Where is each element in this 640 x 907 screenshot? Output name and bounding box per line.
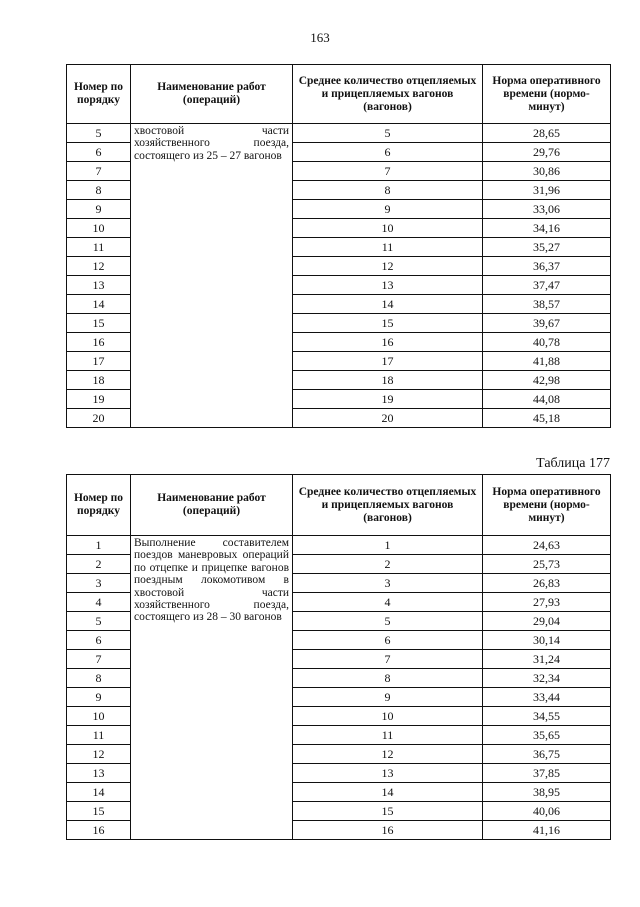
header-norm: Норма оперативного времени (нормо-минут) [483, 65, 611, 124]
norm-time-cell: 25,73 [483, 555, 611, 574]
avg-wagons-cell: 3 [293, 574, 483, 593]
avg-wagons-cell: 11 [293, 238, 483, 257]
avg-wagons-cell: 10 [293, 707, 483, 726]
avg-wagons-cell: 8 [293, 669, 483, 688]
table-header-row [67, 475, 611, 536]
norm-time-cell: 39,67 [483, 314, 611, 333]
row-number: 5 [67, 124, 131, 143]
norm-time-cell: 34,16 [483, 219, 611, 238]
norm-time-cell: 37,47 [483, 276, 611, 295]
norm-time-cell: 29,76 [483, 143, 611, 162]
norm-time-cell: 44,08 [483, 390, 611, 409]
norm-time-cell: 38,95 [483, 783, 611, 802]
avg-wagons-cell: 14 [293, 783, 483, 802]
operation-description: хвостовой части хозяйственного поезда, состоящего из 25 – 27 вагонов [131, 124, 293, 428]
header-norm: Норма оперативного времени (нормо-минут) [483, 475, 611, 536]
row-number: 15 [67, 802, 131, 821]
norm-table-continued [66, 64, 611, 428]
norm-time-cell: 29,04 [483, 612, 611, 631]
row-number: 6 [67, 143, 131, 162]
avg-wagons-cell: 12 [293, 745, 483, 764]
avg-wagons-cell: 2 [293, 555, 483, 574]
row-number: 16 [67, 333, 131, 352]
row-number: 18 [67, 371, 131, 390]
table-body [67, 536, 611, 840]
norm-time-cell: 31,24 [483, 650, 611, 669]
norm-time-cell: 28,65 [483, 124, 611, 143]
row-number: 19 [67, 390, 131, 409]
row-number: 9 [67, 688, 131, 707]
norm-time-cell: 45,18 [483, 409, 611, 428]
avg-wagons-cell: 9 [293, 688, 483, 707]
norm-time-cell: 33,44 [483, 688, 611, 707]
table-body [67, 124, 611, 428]
norm-time-cell: 37,85 [483, 764, 611, 783]
header-num: Номер по порядку [67, 475, 131, 536]
row-number: 4 [67, 593, 131, 612]
row-number: 11 [67, 238, 131, 257]
row-number: 16 [67, 821, 131, 840]
avg-wagons-cell: 5 [293, 124, 483, 143]
header-avg-wagons: Среднее количество отцепляемых и прицепляемых вагонов (вагонов) [293, 65, 483, 124]
norm-time-cell: 36,37 [483, 257, 611, 276]
header-operation: Наименование работ (операций) [131, 65, 293, 124]
norm-time-cell: 30,14 [483, 631, 611, 650]
row-number: 12 [67, 257, 131, 276]
avg-wagons-cell: 10 [293, 219, 483, 238]
row-number: 6 [67, 631, 131, 650]
row-number: 3 [67, 574, 131, 593]
avg-wagons-cell: 16 [293, 821, 483, 840]
avg-wagons-cell: 7 [293, 650, 483, 669]
row-number: 10 [67, 707, 131, 726]
avg-wagons-cell: 1 [293, 536, 483, 555]
norm-time-cell: 41,88 [483, 352, 611, 371]
norm-time-cell: 32,34 [483, 669, 611, 688]
header-operation: Наименование работ (операций) [131, 475, 293, 536]
row-number: 15 [67, 314, 131, 333]
norm-time-cell: 41,16 [483, 821, 611, 840]
norm-time-cell: 40,06 [483, 802, 611, 821]
avg-wagons-cell: 16 [293, 333, 483, 352]
avg-wagons-cell: 11 [293, 726, 483, 745]
avg-wagons-cell: 5 [293, 612, 483, 631]
page-number: 163 [310, 30, 330, 45]
norm-time-cell: 27,93 [483, 593, 611, 612]
norm-time-cell: 34,55 [483, 707, 611, 726]
norm-time-cell: 36,75 [483, 745, 611, 764]
avg-wagons-cell: 18 [293, 371, 483, 390]
avg-wagons-cell: 7 [293, 162, 483, 181]
norm-time-cell: 38,57 [483, 295, 611, 314]
norm-time-cell: 30,86 [483, 162, 611, 181]
norm-time-cell: 42,98 [483, 371, 611, 390]
avg-wagons-cell: 8 [293, 181, 483, 200]
norm-time-cell: 35,65 [483, 726, 611, 745]
avg-wagons-cell: 12 [293, 257, 483, 276]
row-number: 9 [67, 200, 131, 219]
row-number: 1 [67, 536, 131, 555]
row-number: 12 [67, 745, 131, 764]
table-header-row [67, 65, 611, 124]
norm-time-cell: 35,27 [483, 238, 611, 257]
header-avg-wagons: Среднее количество отцепляемых и прицепляемых вагонов (вагонов) [293, 475, 483, 536]
norm-time-cell: 33,06 [483, 200, 611, 219]
row-number: 14 [67, 295, 131, 314]
table-row [67, 124, 611, 143]
row-number: 7 [67, 162, 131, 181]
avg-wagons-cell: 15 [293, 802, 483, 821]
operation-description: Выполнение составителем поездов маневровых операций по отцепке и прицепке вагонов поездным локомотивом в хвостовой части хозяйственного поезда, состоящего из 28 – 30 вагонов [131, 536, 293, 840]
row-number: 5 [67, 612, 131, 631]
row-number: 8 [67, 181, 131, 200]
table-row [67, 536, 611, 555]
norm-time-cell: 40,78 [483, 333, 611, 352]
row-number: 8 [67, 669, 131, 688]
row-number: 11 [67, 726, 131, 745]
norm-time-cell: 24,63 [483, 536, 611, 555]
row-number: 14 [67, 783, 131, 802]
header-num: Номер по порядку [67, 65, 131, 124]
avg-wagons-cell: 4 [293, 593, 483, 612]
avg-wagons-cell: 20 [293, 409, 483, 428]
norm-time-cell: 26,83 [483, 574, 611, 593]
avg-wagons-cell: 19 [293, 390, 483, 409]
avg-wagons-cell: 13 [293, 764, 483, 783]
row-number: 10 [67, 219, 131, 238]
row-number: 7 [67, 650, 131, 669]
avg-wagons-cell: 13 [293, 276, 483, 295]
avg-wagons-cell: 6 [293, 631, 483, 650]
norm-time-cell: 31,96 [483, 181, 611, 200]
avg-wagons-cell: 6 [293, 143, 483, 162]
row-number: 13 [67, 276, 131, 295]
avg-wagons-cell: 17 [293, 352, 483, 371]
avg-wagons-cell: 14 [293, 295, 483, 314]
table-caption: Таблица 177 [536, 456, 610, 471]
row-number: 20 [67, 409, 131, 428]
row-number: 17 [67, 352, 131, 371]
avg-wagons-cell: 15 [293, 314, 483, 333]
row-number: 13 [67, 764, 131, 783]
row-number: 2 [67, 555, 131, 574]
avg-wagons-cell: 9 [293, 200, 483, 219]
norm-table-177 [66, 474, 611, 840]
